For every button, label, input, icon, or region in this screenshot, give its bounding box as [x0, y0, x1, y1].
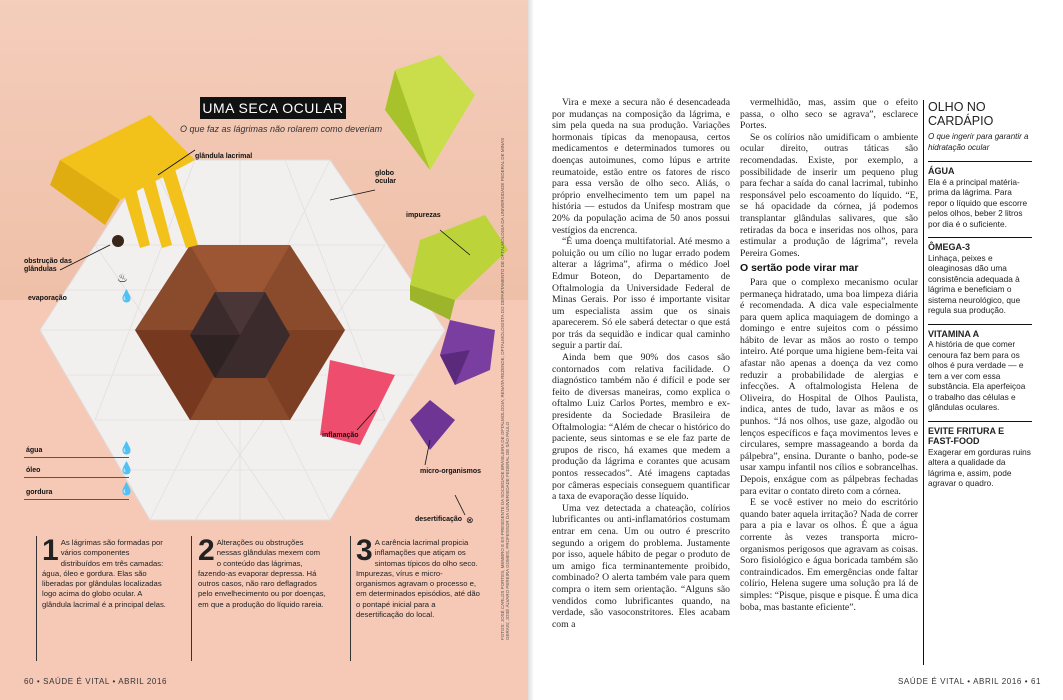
- sidebar-lead: O que ingerir para garantir a hidratação ocular: [928, 132, 1029, 152]
- label-obstrucao: obstrução das glândulas: [24, 258, 72, 273]
- label-micro: micro-organismos: [420, 468, 482, 475]
- evaporation-icon: ♨: [117, 271, 128, 285]
- label-impurezas: impurezas: [406, 212, 441, 219]
- green-cube: [410, 215, 508, 300]
- purple-small: [410, 400, 455, 450]
- oil-drop-icon: 💧: [119, 461, 134, 475]
- illustration-subtitle: O que faz as lágrimas não rolarem como deveriam: [180, 124, 383, 134]
- sidebar-section: ÔMEGA-3 Linhaça, peixes e oleaginosas dão uma consistência adequada à lágrima e beneficiam o sistema neurológico, que regula sua produção.: [928, 237, 1032, 316]
- sidebar-heading: OLHO NO CARDÁPIO: [928, 100, 994, 128]
- caption-1: 1 As lágrimas são formadas por vários componentes distribuídos em três camadas: água, óleo e gordura. Elas são liberadas por glândulas localizadas logo acima do globo ocular. A glândula lacrimal é a principal delas.: [42, 534, 166, 609]
- label-oleo: óleo: [26, 467, 41, 474]
- photo-credits: FOTOS: JOSÉ CARLOS PORTES, MEMBRO E EX-PRESIDENTE DA SOCIEDADE BRASILEIRA DE OFTALMOLOGIA; RENATA REZENDE, OFTALMOLOGISTA DO DEPARTAMENTO DE OFTALMOLOGIA DA UNIVERSIDADE FEDERAL DE MINAS GERAIS; JOSÉ ÁLVARO PEREIRA GOMES, PROFESSOR DA UNIVERSIDADE FEDERAL DE SÃO PAULO: [500, 137, 510, 640]
- label-globo: globo ocular: [375, 170, 397, 185]
- body-column-1: Vira e mexe a secura não é desencadeada por mudanças na composição da lágrima, e sim pela queda na sua produção. Variações hormonais típicas da menopausa, certos medicamentos e determinados tumores ou doenças autoimunes, como lúpus e artrite reumatoide, estão entre os fatores de risco para essa versão de olho seco. Aliás, o próprio envelhecimento tem um papel na história — estudos da Unifesp mostram que 20% da população acima de 50 anos possui vestígios da encrenca. “É uma doença multifatorial. Até mesmo a poluição ou um cílio no lugar errado podem alterar a lágrima”, afirma o médico Joel Edmur Boteon, do Departamento de Oftalmologia da Universidade Federal de Minas Gerais. Por isso é importante visitar um especialista assim que os sinais aparecerem. Só ele saberá detectar o que está por trás da sequidão e indicar qual caminho seguir a partir daí. Ainda bem que 90% dos casos são contornados com relativa facilidade. O diagnóstico também não é difícil e pode ser feito de diversas maneiras, como explica o oftalmo Luiz Carlos Portes, membro e ex-presidente da Sociedade Brasileira de Oftalmologia: “Além de checar o histórico do paciente, seus sintomas e se ele faz parte de grupos de risco, há exames que medem a produção da lágrima e corantes que acusam pontos ressecados”. Até imagens captadas por câmeras especiais conseguem quantificar a taxa de evaporação desse líquido. Uma vez detectada a chateação, colírios lubrificantes ou anti-inflamatórios costumam entrar em cena. Um ou outro é prescrito segundo a origem do problema. Justamente por isso, aquele hábito de pegar o produto de um amigo fica terminantemente proibido, combinado? O alerta também vale para quem compra o item sem orientação. “Alguns são vendidos como lubrificantes quando, na verdade, são vasoconstritores. Eles acabam com a: [552, 97, 730, 630]
- label-agua: água: [26, 447, 43, 454]
- label-gordura: gordura: [26, 489, 53, 496]
- caption-2: 2 Alterações ou obstruções nessas glândulas mexem com o conteúdo das lágrimas, fazendo-as evaporar depressa. Há outros casos, não raro deflagrados pelo envelhecimento ou por doenças, em que a produção do líquido rareia.: [198, 534, 326, 609]
- section-heading: O sertão pode virar mar: [740, 262, 859, 275]
- label-desertificacao: desertificação: [415, 516, 463, 523]
- fat-drop-icon: 💧: [119, 482, 134, 496]
- sidebar-section: EVITE FRITURA E FAST-FOOD Exagerar em gorduras ruins altera a qualidade da lágrima e, assim, pode agravar o quadro.: [928, 421, 1032, 489]
- sidebar-section: ÁGUA Ela é a principal matéria-prima da lágrima. Para repor o líquido que escorre pelos olhos, beber 2 litros por dia é o suficiente.: [928, 161, 1032, 229]
- sidebar-box: [928, 100, 1032, 489]
- caption-3: 3 A carência lacrimal propicia inflamações que atiçam os sintomas típicos do olho seco. Impurezas, vírus e micro-organismos agravam o processo e, em determinados episódios, até dão o pontapé inicial para a desertificação do local.: [356, 534, 480, 620]
- illustration-title: UMA SECA OCULAR: [200, 97, 346, 119]
- desert-icon: ⊗: [466, 515, 474, 525]
- label-evaporacao: evaporação: [28, 295, 67, 302]
- eye-illustration: [0, 0, 528, 560]
- label-glandula: glândula lacrimal: [195, 153, 253, 160]
- folio-right: SAÚDE É VITAL • ABRIL 2016 • 61: [898, 677, 1042, 686]
- label-inflamacao: inflamação: [322, 432, 359, 439]
- water-drop-icon: 💧: [119, 441, 134, 455]
- drop-icon: 💧: [119, 289, 134, 303]
- sidebar-section: VITAMINA A A história de que comer cenoura faz bem para os olhos é pura verdade — e tem a ver com essa substância. Ela aperfeiçoa o trabalho das células e glândulas oculares.: [928, 324, 1032, 413]
- body-column-2: vermelhidão, mas, assim que o efeito passa, o olho seco se agrava”, esclarece Portes. Se os colírios não umidificam o ambiente ocular direito, outras táticas são recomendadas. Existe, por exemplo, a possibilidade de inserir um pequeno plug para fechar a saída do canal lacrimal, tubinho responsável pelo escoamento do líquido. “E, se há opacidade da córnea, já podemos transplantar glândulas salivares, que são retiradas da boca e inseridas nos olhos, para estimular a produção de lágrima”, revela Pereira Gomes. O sertão pode virar mar Para que o complexo mecanismo ocular permaneça hidratado, uma boa limpeza diária é recomendada. A dica vale especialmente para quem aplica maquiagem de domingo a domingo e entre sujeitos com o péssimo hábito de levar as mãos ao rosto o tempo inteiro. Até porque uma higiene bem-feita vai afastar não apenas a doença da vez como reduzir a probabilidade de alergias e infecções. A oftalmologista Helena de Oliveira, do Hospital de Olhos Paulista, indica, antes de tudo, lavar as mãos e os punhos. “Já nos olhos, use gaze, algodão ou lenços específicos e faça movimentos leves e circulares, sempre massageando a borda da pálpebra”, ensina. Durante o banho, pode-se usar xampu infantil nos cílios e sobrancelhas. Depois, enxágue com as pálpebras fechadas para evitar o contato direto com a córnea. E se você estiver no meio do escritório quando bater aquela irritação? Nada de correr para a pia e lavar os olhos. É que a água corrente às vezes transporta micro-organismos perigosos que agravam as coisas. Soro fisiológico e água boricada também são contraindicados. Em emergências onde faltar colírio, Helena sugere uma solução pra lá de simples: “Pisque, pisque e pisque. É uma dica boba, mas bastante eficiente”.: [740, 97, 918, 613]
- folio-left: 60 • SAÚDE É VITAL • ABRIL 2016: [24, 677, 168, 686]
- obstruction-dot: [112, 235, 124, 247]
- left-page: [0, 0, 528, 700]
